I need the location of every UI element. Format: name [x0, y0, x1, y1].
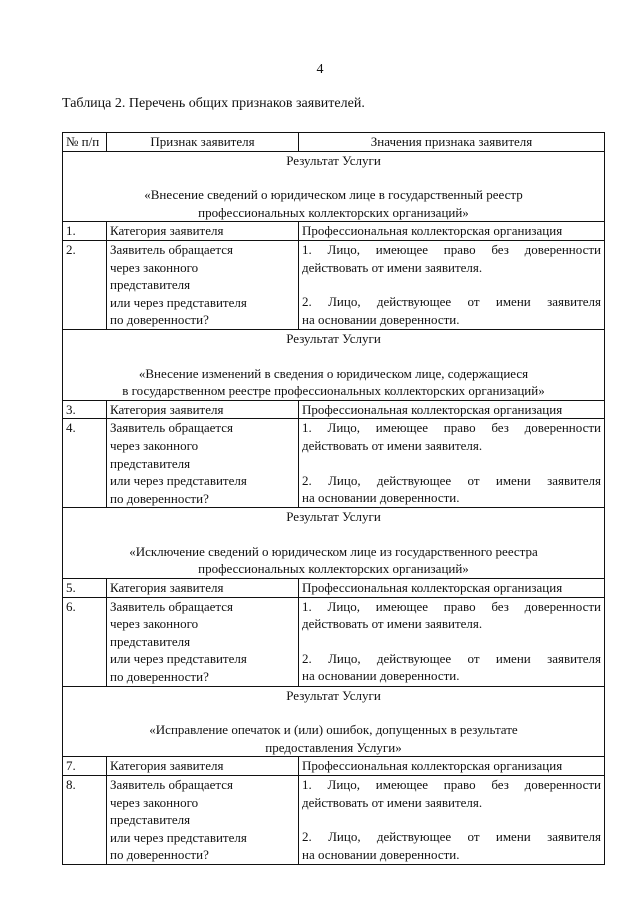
- attribute-cell: [107, 419, 299, 508]
- attribute-line: Категория заявителя: [110, 580, 224, 596]
- attribute-line: Категория заявителя: [110, 758, 224, 774]
- attribute-line: через законного: [110, 259, 199, 275]
- value-cell: [299, 400, 605, 419]
- value-line: 2. Лицо, действующее от имени заявителя: [302, 472, 601, 488]
- attribute-line: по доверенности?: [110, 669, 209, 685]
- applicant-attributes-table: [62, 132, 605, 865]
- attribute-line: или через представителя: [110, 473, 247, 489]
- attribute-line: или через представителя: [110, 294, 247, 310]
- section-header-row: [63, 508, 605, 579]
- attribute-cell: [107, 776, 299, 865]
- table-row: [63, 240, 605, 329]
- attribute-line: через законного: [110, 616, 199, 632]
- value-line: [302, 455, 601, 472]
- value-line: Профессиональная коллекторская организация: [302, 401, 563, 417]
- value-line: 2. Лицо, действующее от имени заявителя: [302, 294, 601, 310]
- attribute-line: или через представителя: [110, 651, 247, 667]
- attribute-line: Категория заявителя: [110, 401, 224, 417]
- row-number: 7.: [63, 757, 107, 776]
- attribute-cell: [107, 222, 299, 241]
- attribute-line: через законного: [110, 437, 199, 453]
- row-number: 1.: [63, 222, 107, 241]
- attribute-line: по доверенности?: [110, 490, 209, 506]
- attribute-line: Заявитель обращается: [110, 777, 233, 792]
- value-line: [302, 633, 601, 650]
- value-cell: [299, 776, 605, 865]
- section-title-line: «Внесение изменений в сведения о юридическом лице, содержащиеся: [138, 365, 529, 381]
- row-number: 8.: [63, 776, 107, 865]
- section-title-line: «Внесение сведений о юридическом лице в государственный реестр: [144, 187, 523, 203]
- header-number: № п/п: [63, 133, 107, 152]
- row-number: 3.: [63, 400, 107, 419]
- value-line: Профессиональная коллекторская организация: [302, 758, 563, 774]
- header-attribute: Признак заявителя: [107, 133, 299, 152]
- value-cell: [299, 222, 605, 241]
- value-line: 2. Лицо, действующее от имени заявителя: [302, 829, 601, 845]
- attribute-line: представителя: [110, 812, 191, 828]
- value-line: на основании доверенности.: [302, 311, 460, 327]
- value-line: [302, 276, 601, 293]
- value-line: 1. Лицо, имеющее право без доверенности: [302, 777, 601, 792]
- value-line: действовать от имени заявителя.: [302, 259, 483, 275]
- value-line: действовать от имени заявителя.: [302, 437, 483, 453]
- attribute-cell: [107, 579, 299, 598]
- table-caption: Таблица 2. Перечень общих признаков заявителей.: [62, 96, 365, 111]
- table-body: [63, 151, 605, 864]
- value-line: 2. Лицо, действующее от имени заявителя: [302, 650, 601, 666]
- attribute-line: представителя: [110, 455, 191, 471]
- attribute-line: по доверенности?: [110, 847, 209, 863]
- section-title-line: профессиональных коллекторских организаций»: [198, 204, 469, 220]
- attribute-line: по доверенности?: [110, 312, 209, 328]
- value-line: на основании доверенности.: [302, 490, 460, 506]
- table-row: [63, 776, 605, 865]
- attribute-line: Заявитель обращается: [110, 598, 233, 614]
- value-cell: [299, 579, 605, 598]
- row-number: 5.: [63, 579, 107, 598]
- value-line: действовать от имени заявителя.: [302, 616, 483, 632]
- attribute-line: Заявитель обращается: [110, 241, 233, 257]
- table-header-row: [63, 133, 605, 152]
- table-row: [63, 579, 605, 598]
- table-row: [63, 757, 605, 776]
- section-title-line: в государственном реестре профессиональных коллекторских организаций»: [122, 383, 545, 399]
- attribute-line: через законного: [110, 794, 199, 810]
- row-number: 6.: [63, 597, 107, 686]
- value-cell: [299, 419, 605, 508]
- section-header-row: [63, 151, 605, 222]
- section-header-row: [63, 329, 605, 400]
- table-row: [63, 222, 605, 241]
- section-title-line: предоставления Услуги»: [265, 739, 402, 755]
- value-line: 1. Лицо, имеющее право без доверенности: [302, 241, 601, 257]
- section-header-row: [63, 686, 605, 757]
- attribute-line: Заявитель обращается: [110, 420, 233, 436]
- section-title-line: «Исключение сведений о юридическом лице из государственного реестра: [129, 543, 538, 559]
- service-result-label: Результат Услуги: [286, 152, 381, 168]
- section-title-cell: [63, 151, 605, 222]
- attribute-line: или через представителя: [110, 829, 247, 845]
- value-line: на основании доверенности.: [302, 668, 460, 684]
- table-row: [63, 400, 605, 419]
- service-result-label: Результат Услуги: [286, 509, 381, 525]
- section-title-line: профессиональных коллекторских организаций»: [198, 561, 469, 577]
- section-title-cell: [63, 508, 605, 579]
- value-cell: [299, 240, 605, 329]
- attribute-cell: [107, 597, 299, 686]
- value-cell: [299, 757, 605, 776]
- page-number: 4: [316, 62, 324, 77]
- attribute-line: представителя: [110, 633, 191, 649]
- table-row: [63, 419, 605, 508]
- value-line: на основании доверенности.: [302, 846, 460, 862]
- row-number: 2.: [63, 240, 107, 329]
- value-line: действовать от имени заявителя.: [302, 794, 483, 810]
- service-result-label: Результат Услуги: [286, 330, 381, 346]
- attribute-line: представителя: [110, 277, 191, 293]
- attribute-cell: [107, 240, 299, 329]
- section-title-cell: [63, 329, 605, 400]
- value-line: 1. Лицо, имеющее право без доверенности: [302, 598, 601, 614]
- attribute-line: Категория заявителя: [110, 223, 224, 239]
- attribute-cell: [107, 400, 299, 419]
- header-value: Значения признака заявителя: [299, 133, 605, 152]
- value-cell: [299, 597, 605, 686]
- value-line: 1. Лицо, имеющее право без доверенности: [302, 420, 601, 436]
- service-result-label: Результат Услуги: [286, 687, 381, 703]
- value-line: Профессиональная коллекторская организация: [302, 223, 563, 239]
- attribute-cell: [107, 757, 299, 776]
- row-number: 4.: [63, 419, 107, 508]
- table-row: [63, 597, 605, 686]
- section-title-cell: [63, 686, 605, 757]
- value-line: Профессиональная коллекторская организация: [302, 580, 563, 596]
- section-title-line: «Исправление опечаток и (или) ошибок, допущенных в результате: [149, 722, 518, 738]
- value-line: [302, 811, 601, 828]
